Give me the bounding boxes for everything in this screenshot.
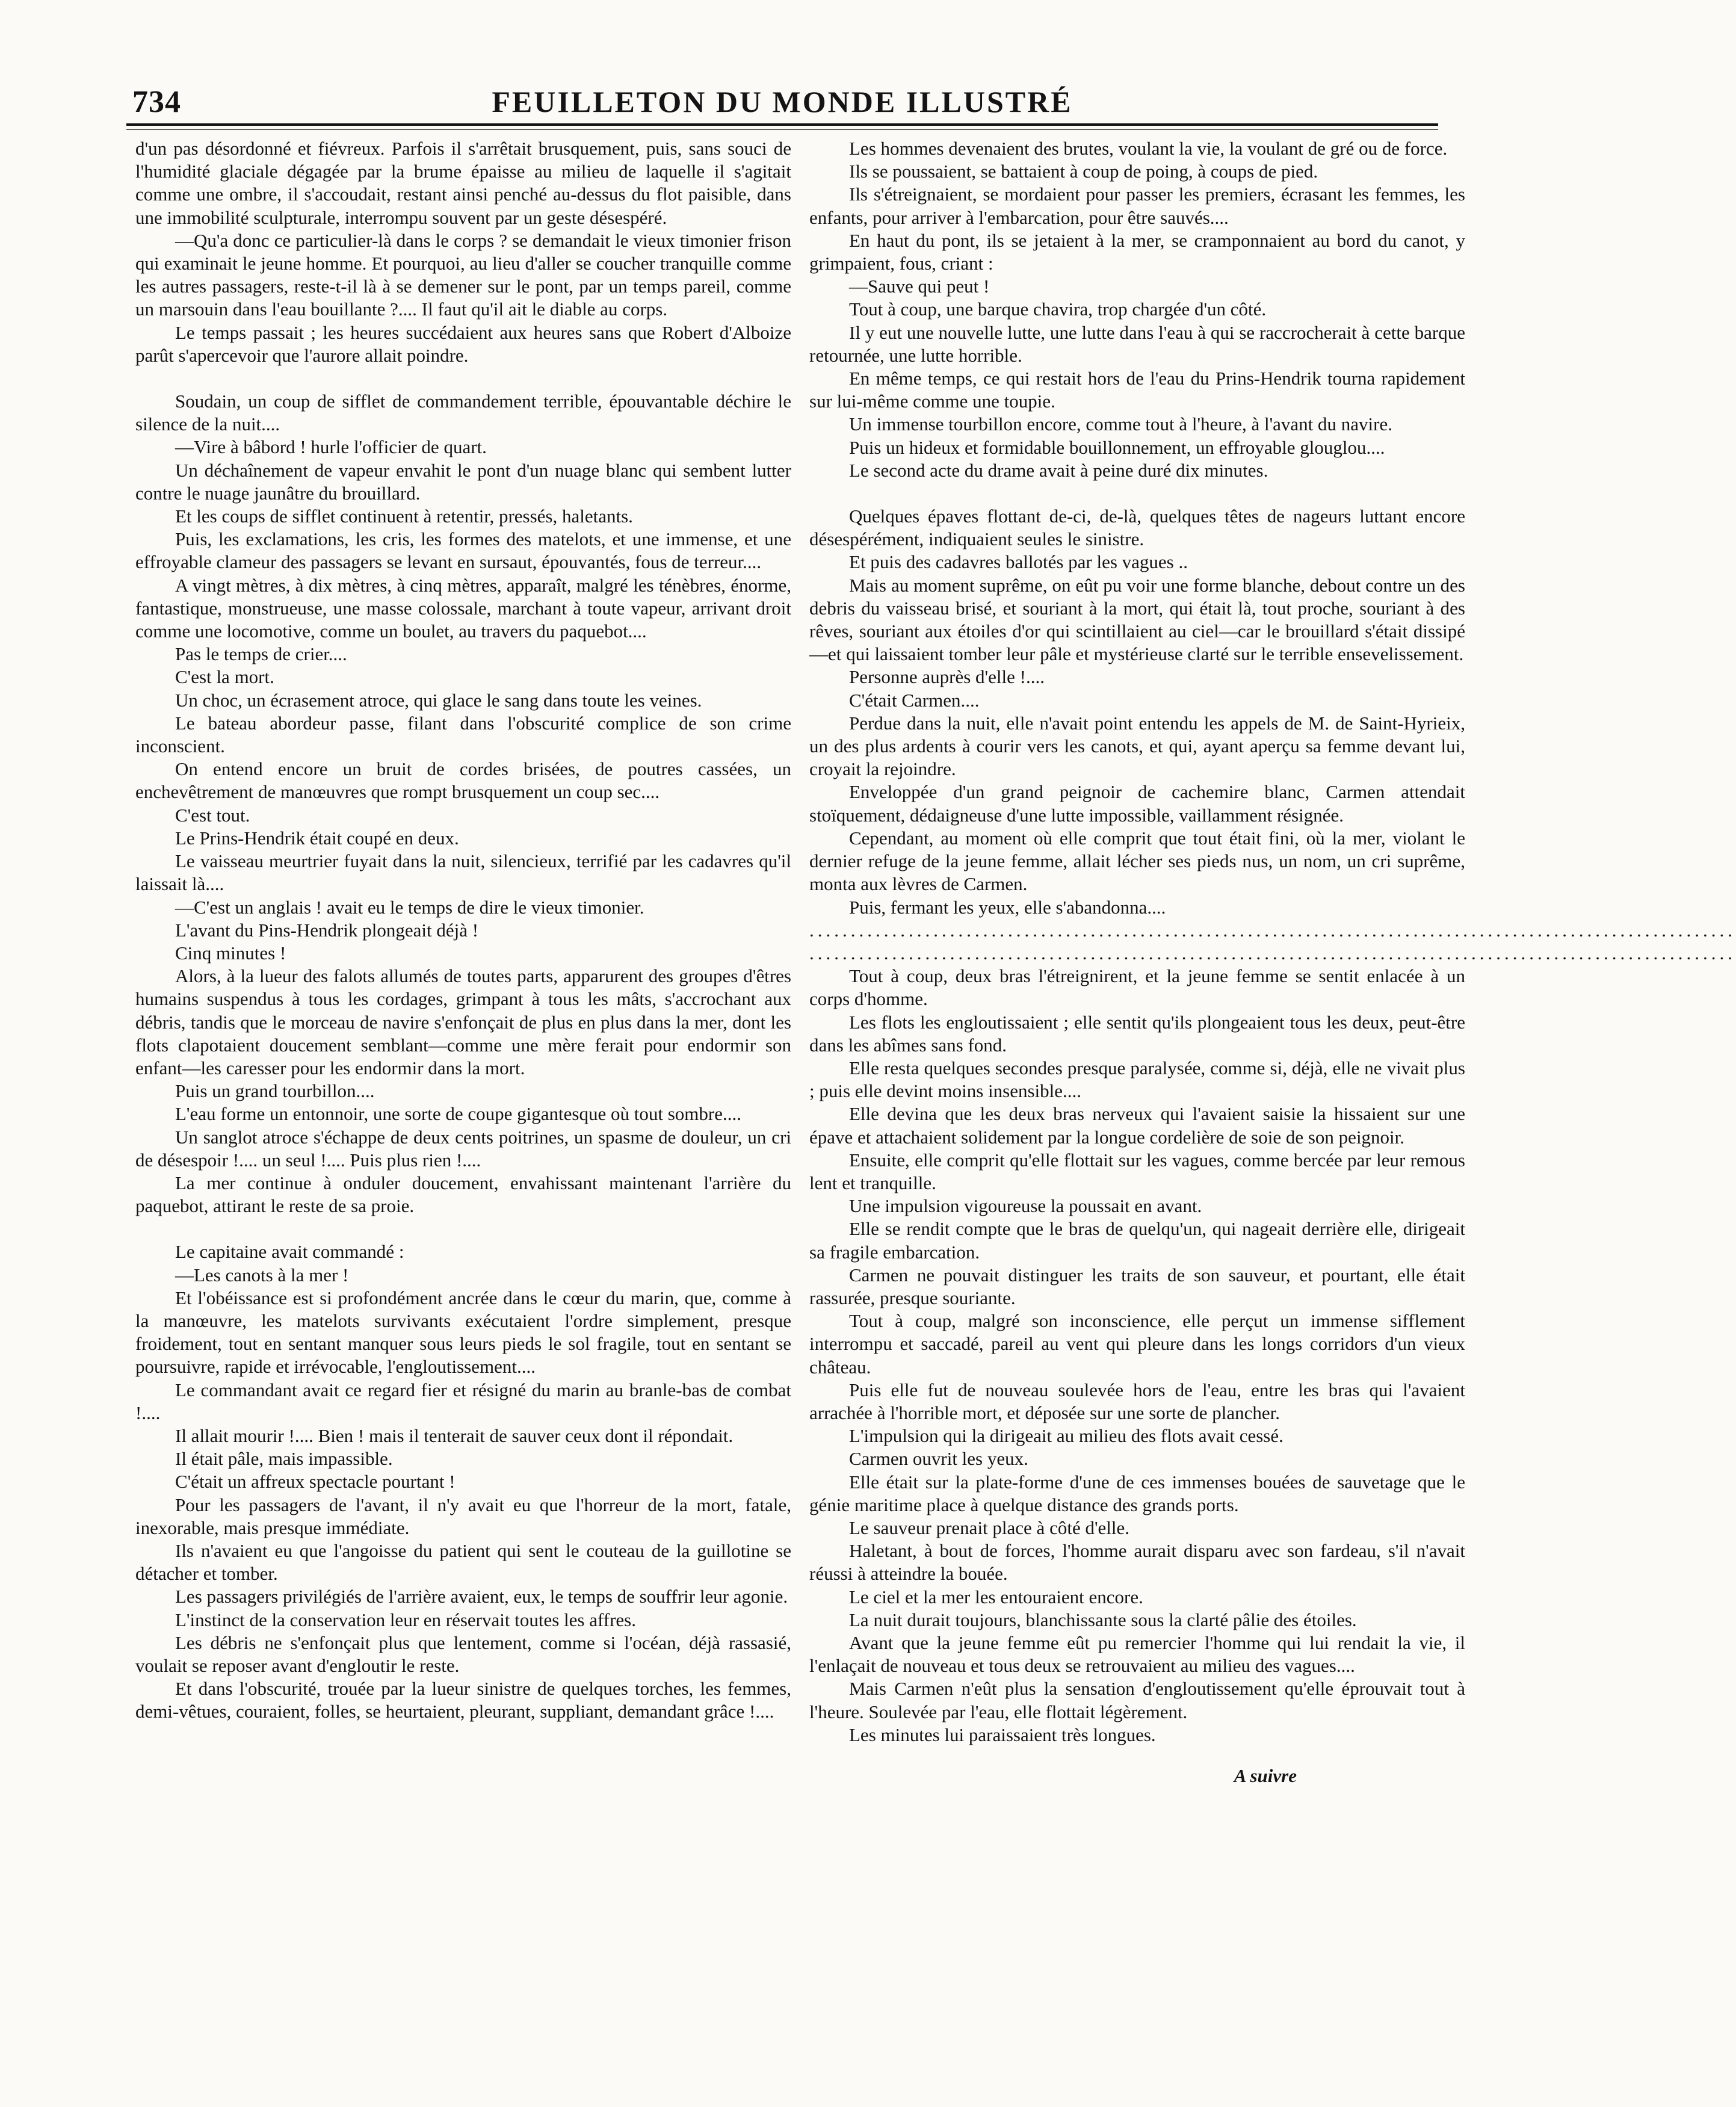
paragraph: Personne auprès d'elle !.... [849,666,1045,688]
paragraph: Elle était sur la plate-forme d'une de ces immenses bouées de sauvetage que le génie maritime place à quelque distance des grands ports. [809,1471,1465,1515]
paragraph: Cependant, au moment où elle comprit que tout était fini, où la mer, violant le dernier refuge de la jeune femme, allait lécher ses pieds nus, un nom, un cri suprême, monta aux lèvres de Carmen. [809,827,1465,895]
paragraph: Les minutes lui paraissaient très longues. [849,1724,1156,1745]
paragraph: Carmen ouvrit les yeux. [849,1448,1028,1470]
paragraph: Le commandant avait ce regard fier et résigné du marin au branle-bas de combat !.... [135,1379,791,1423]
page-header [120,84,1444,120]
paragraph: Elle se rendit compte que le bras de quelqu'un, qui nageait derrière elle, dirigeait sa fragile embarcation. [809,1218,1465,1263]
paragraph: En même temps, ce qui restait hors de l'eau du Prins-Hendrik tourna rapidement sur lui-même comme une toupie. [809,368,1465,412]
paragraph: Puis, fermant les yeux, elle s'abandonna.... [849,896,1166,918]
paragraph: C'est la mort. [175,666,274,688]
paragraph: Le sauveur prenait place à côté d'elle. [849,1517,1130,1538]
paragraph: Un choc, un écrasement atroce, qui glace le sang dans toute les veines. [175,689,702,711]
paragraph: On entend encore un bruit de cordes brisées, de poutres cassées, un enchevêtrement de manœuvres que rompt brusquement un coup sec.... [135,758,791,803]
paragraph: Il était pâle, mais impassible. [175,1448,393,1470]
paragraph: —Qu'a donc ce particulier-là dans le corps ? se demandait le vieux timonier frison qui examinait le jeune homme. Et pourquoi, au lieu d'aller se coucher tranquille comme les autres passagers, reste-t-il là à se demener sur le pont, par un temps pareil, comme un marsouin dans l'eau bouillante ?.... Il faut qu'il ait le diable au corps. [135,229,791,320]
paragraph: Elle devina que les deux bras nerveux qui l'avaient saisie la hissaient sur une épave et attachaient solidement par la longue cordelière de soie de son peignoir. [809,1103,1465,1148]
left-column [135,137,791,1724]
paragraph: La mer continue à onduler doucement, envahissant maintenant l'arrière du paquebot, attirant le reste de sa proie. [135,1172,791,1217]
paragraph: Une impulsion vigoureuse la poussait en avant. [849,1195,1202,1217]
paragraph: Un sanglot atroce s'échappe de deux cents poitrines, un spasme de douleur, un cri de désespoir !.... un seul !.... Puis plus rien !.... [135,1126,791,1171]
paragraph: —C'est un anglais ! avait eu le temps de dire le vieux timonier. [175,896,644,918]
paragraph: En haut du pont, ils se jetaient à la mer, se cramponnaient au bord du canot, y grimpaient, fous, criant : [809,229,1465,274]
paragraph: Les passagers privilégiés de l'arrière avaient, eux, le temps de souffrir leur agonie. [175,1586,788,1607]
paragraph: Tout à coup, malgré son inconscience, elle perçut un immense sifflement interrompu et saccadé, pareil au vent qui pleure dans les longs corridors d'un vieux château. [809,1310,1465,1378]
paragraph: Puis, les exclamations, les cris, les formes des matelots, et une immense, et une effroyable clameur des passagers se levant en sursaut, épouvantés, fous de terreur.... [135,528,791,573]
paragraph: —Sauve qui peut ! [849,276,990,297]
paragraph: Pas le temps de crier.... [175,643,347,665]
paragraph: Ils s'étreignaient, se mordaient pour passer les premiers, écrasant les femmes, les enfants, pour arriver à l'embarcation, pour être sauvés.... [809,184,1465,228]
header-rule-thin [126,129,1438,130]
paragraph: Les flots les engloutissaient ; elle sentit qu'ils plongeaient tous les deux, peut-être dans les abîmes sans fond. [809,1011,1465,1056]
paragraph: L'eau forme un entonnoir, une sorte de coupe gigantesque où tout sombre.... [175,1103,741,1125]
paragraph: —Vire à bâbord ! hurle l'officier de quart. [175,436,487,458]
paragraph: Tout à coup, une barque chavira, trop chargée d'un côté. [849,299,1267,320]
paragraph: Avant que la jeune femme eût pu remercier l'homme qui lui rendait la vie, il l'enlaçait de nouveau et tous deux se retrouvaient au milieu des vagues.... [809,1632,1465,1677]
paragraph: C'est tout. [175,804,250,826]
header-rule-thick [126,123,1438,126]
paragraph: Et dans l'obscurité, trouée par la lueur sinistre de quelques torches, les femmes, demi-vêtues, couraient, folles, se heurtaient, pleurant, suppliant, demandant grâce !.... [135,1678,791,1722]
paragraph: Un immense tourbillon encore, comme tout à l'heure, à l'avant du navire. [849,413,1392,435]
paragraph: Les hommes devenaient des brutes, voulant la vie, la voulant de gré ou de force. [849,138,1448,159]
paragraph: Le bateau abordeur passe, filant dans l'obscurité complice de son crime inconscient. [135,712,791,757]
paragraph: Puis elle fut de nouveau soulevée hors de l'eau, entre les bras qui l'avaient arrachée à l'horrible mort, et déposée sur une sorte de plancher. [809,1379,1465,1423]
paragraph: Le second acte du drame avait à peine duré dix minutes. [849,459,1268,481]
paragraph: Et les coups de sifflet continuent à retentir, pressés, haletants. [175,506,633,527]
paragraph: A vingt mètres, à dix mètres, à cinq mètres, apparaît, malgré les ténèbres, énorme, fantastique, monstrueuse, une masse colossale, marchant à toute vapeur, arrivant droit comme une locomotive, comme un boulet, au travers du paquebot.... [135,574,791,642]
paragraph: C'était Carmen.... [849,689,980,711]
paragraph: La nuit durait toujours, blanchissante sous la clarté pâlie des étoiles. [849,1609,1357,1630]
paragraph: ................................................................................................................ [809,919,1736,941]
paragraph: Puis un grand tourbillon.... [175,1080,375,1102]
paragraph: Le capitaine avait commandé : [175,1241,404,1263]
paragraph: Tout à coup, deux bras l'étreignirent, et la jeune femme se sentit enlacée à un corps d'homme. [809,965,1465,1010]
paragraph: Il allait mourir !.... Bien ! mais il tenterait de sauver ceux dont il répondait. [175,1425,734,1446]
paragraph: Ensuite, elle comprit qu'elle flottait sur les vagues, comme bercée par leur remous lent et tranquille. [809,1149,1465,1193]
paragraph: Mais Carmen n'eût plus la sensation d'engloutissement qu'elle éprouvait tout à l'heure. Soulevée par l'eau, elle flottait légèrement. [809,1678,1465,1722]
paragraph: L'impulsion qui la dirigeait au milieu des flots avait cessé. [849,1425,1283,1447]
paragraph: Alors, à la lueur des falots allumés de toutes parts, apparurent des groupes d'êtres humains suspendus à tous les cordages, grimpant à tous les mâts, s'accrochant aux débris, tandis que le morceau de navire s'enfonçait de plus en plus dans la mer, dont les flots clapotaient doucement semblant—comme une mère ferait pour endormir son enfant—les caresser pour les endormir dans la mort. [135,965,791,1078]
paragraph: Ils n'avaient eu que l'angoisse du patient qui sent le couteau de la guillotine se détacher et tomber. [135,1539,791,1585]
paragraph: Le Prins-Hendrik était coupé en deux. [175,827,459,849]
paragraph: Le vaisseau meurtrier fuyait dans la nuit, silencieux, terrifié par les cadavres qu'il laissait là.... [135,850,791,895]
paragraph: C'était un affreux spectacle pourtant ! [175,1471,456,1493]
page-number: 734 [132,85,181,119]
paragraph: Enveloppée d'un grand peignoir de cachemire blanc, Carmen attendait stoïquement, dédaigneuse d'une lutte impossible, vaillamment résignée. [809,781,1465,826]
paragraph: Il y eut une nouvelle lutte, une lutte dans l'eau à qui se raccrocherait à cette barque retournée, une lutte horrible. [809,321,1465,366]
paragraph: A suivre [1234,1765,1297,1787]
paragraph: Quelques épaves flottant de-ci, de-là, quelques têtes de nageurs luttant encore désespérément, indiquaient seules le sinistre. [809,506,1465,550]
paragraph: d'un pas désordonné et fiévreux. Parfois il s'arrêtait brusquement, puis, sans souci de l'humidité glaciale dégagée par la brume épaisse au milieu de laquelle il s'agitait comme une ombre, il s'accoudait, restant ainsi penché au-dessus du flot paisible, dans une immobilité sculpturale, interrompu souvent par un geste désespéré. [135,138,791,228]
paragraph: Elle resta quelques secondes presque paralysée, comme si, déjà, elle ne vivait plus ; puis elle devint moins insensible.... [809,1057,1465,1102]
paragraph: Puis un hideux et formidable bouillonnement, un effroyable glouglou.... [849,436,1385,458]
paragraph: Le temps passait ; les heures succédaient aux heures sans que Robert d'Alboize parût s'apercevoir que l'aurore allait poindre. [135,321,791,366]
paragraph: —Les canots à la mer ! [175,1264,349,1286]
paragraph: Soudain, un coup de sifflet de commandement terrible, épouvantable déchire le silence de la nuit.... [135,391,791,435]
paragraph: L'instinct de la conservation leur en réservait toutes les affres. [175,1609,636,1630]
right-column [809,137,1736,1787]
paragraph: Haletant, à bout de forces, l'homme aurait disparu avec son fardeau, s'il n'avait réussi à atteindre la bouée. [809,1540,1465,1585]
paragraph: Carmen ne pouvait distinguer les traits de son sauveur, et pourtant, elle était rassurée, presque souriante. [809,1264,1465,1308]
paragraph: Un déchaînement de vapeur envahit le pont d'un nuage blanc qui sembent lutter contre le nuage jaunâtre du brouillard. [135,459,791,504]
paragraph: Et l'obéissance est si profondément ancrée dans le cœur du marin, que, comme à la manœuvre, les matelots survivants exécutaient l'ordre simplement, presque froidement, tout en sentant manquer sous leurs pieds le sol fragile, tout en sentant se poursuivre, rapide et irrévocable, l'engloutissement.... [135,1287,791,1378]
paragraph: Mais au moment suprême, on eût pu voir une forme blanche, debout contre un des debris du vaisseau brisé, et souriant à la mort, qui était là, tout proche, souriant à des rêves, souriant aux étoiles d'or qui scintillaient au ciel—car le brouillard s'était dissipé—et qui laissaient tomber leur pâle et mystérieuse clarté sur le terrible ensevelissement. [809,574,1465,665]
paragraph: Les débris ne s'enfonçait plus que lentement, comme si l'océan, déjà rassasié, voulait se reposer avant d'engloutir le reste. [135,1632,791,1676]
paragraph: Pour les passagers de l'avant, il n'y avait eu que l'horreur de la mort, fatale, inexorable, mais presque immédiate. [135,1494,791,1538]
paragraph: Ils se poussaient, se battaient à coup de poing, à coups de pied. [849,161,1318,182]
paragraph: Cinq minutes ! [175,942,286,964]
paragraph: Perdue dans la nuit, elle n'avait point entendu les appels de M. de Saint-Hyrieix, un des plus ardents à courir vers les canots, et qui, ayant aperçu sa femme devant lui, croyait la rejoindre. [809,712,1465,780]
paragraph: L'avant du Pins-Hendrik plongeait déjà ! [175,919,479,941]
running-title: FEUILLETON DU MONDE ILLUSTRÉ [492,85,1073,119]
paragraph: Le ciel et la mer les entouraient encore. [849,1586,1143,1607]
paragraph: Et puis des cadavres ballotés par les vagues .. [849,551,1188,573]
paragraph: ................................................................................................................ [809,942,1736,964]
